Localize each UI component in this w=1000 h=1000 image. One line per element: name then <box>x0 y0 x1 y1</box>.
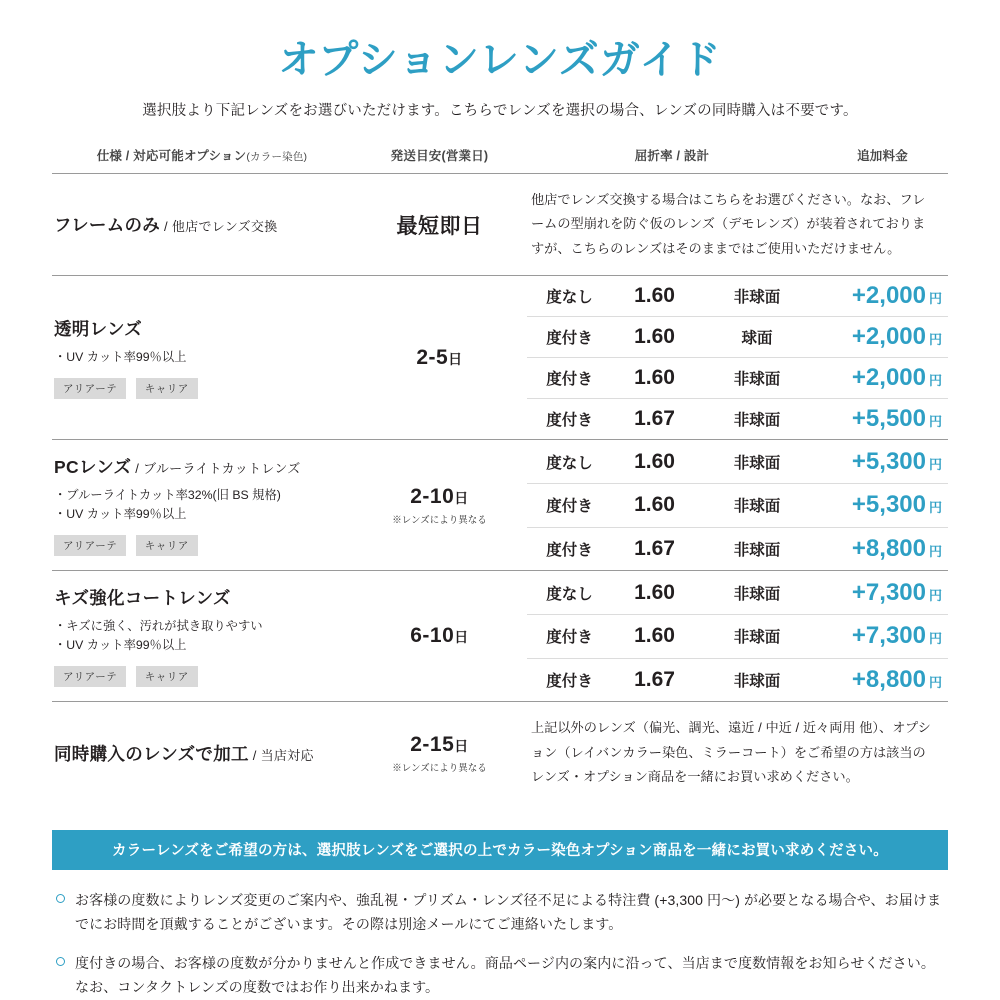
lens-options-table <box>52 140 948 804</box>
tag-badge: キャリア <box>136 666 198 687</box>
column-header-price: 追加料金 <box>857 149 908 163</box>
row-title: 同時購入のレンズで加工 / 当店対応 <box>54 743 314 764</box>
color-lens-banner: カラーレンズをご希望の方は、選択肢レンズをご選択の上でカラー染色オプション商品を一緒にお買い求めください。 <box>52 830 948 870</box>
row-note-cell: 上記以外のレンズ（偏光、調光、遠近 / 中近 / 近々両用 他）、オプション（レイバンカラー染色、ミラーコート）をご希望の方は該当のレンズ・オプション商品を一緒にお買い求めください。 <box>527 702 948 804</box>
row-ship-cell: 2-15日 ※レンズにより異なる <box>352 702 527 804</box>
tag-badge: キャリア <box>136 535 198 556</box>
table-header <box>52 140 948 174</box>
column-header-index: 屈折率 / 設計 <box>634 149 710 163</box>
option-design: 非球面 <box>697 571 817 615</box>
row-title: PCレンズ / ブルーライトカットレンズ <box>54 457 301 478</box>
option-design: 非球面 <box>697 399 817 440</box>
option-design: 非球面 <box>697 440 817 484</box>
table-row <box>52 702 948 804</box>
option-design: 非球面 <box>697 527 817 571</box>
row-tags <box>54 666 348 687</box>
option-design: 非球面 <box>697 658 817 702</box>
circle-bullet-icon <box>56 957 65 966</box>
page-subtitle: 選択肢より下記レンズをお選びいただけます。こちらでレンズを選択の場合、レンズの同時購入は不要です。 <box>142 103 858 119</box>
option-price: +7,300 円 <box>817 615 948 659</box>
option-design: 非球面 <box>697 615 817 659</box>
row-bullets: ・UV カット率99％以上 <box>54 350 187 365</box>
option-degree: 度付き <box>527 399 612 440</box>
row-title: 透明レンズ <box>54 319 143 340</box>
option-degree: 度付き <box>527 483 612 527</box>
option-price: +5,500 円 <box>817 399 948 440</box>
table-row <box>52 571 948 615</box>
tag-badge: キャリア <box>136 378 198 399</box>
option-index: 1.60 <box>612 571 697 615</box>
row-title: キズ強化コートレンズ <box>54 588 231 609</box>
option-index: 1.67 <box>612 399 697 440</box>
row-spec-cell <box>52 440 352 571</box>
page-title: オプションレンズガイド <box>278 38 722 82</box>
table-row <box>52 174 948 276</box>
table-row <box>52 276 948 317</box>
option-index: 1.60 <box>612 440 697 484</box>
option-degree: 度付き <box>527 658 612 702</box>
column-header-spec: 仕様 / 対応可能オプション(カラー染色) <box>96 149 308 163</box>
option-index: 1.60 <box>612 276 697 317</box>
row-ship-note: ※レンズにより異なる <box>392 762 487 774</box>
option-design: 非球面 <box>697 483 817 527</box>
option-index: 1.60 <box>612 317 697 358</box>
row-tags <box>54 378 348 399</box>
row-spec-cell <box>52 571 352 702</box>
footnote-text: お客様の度数によりレンズ変更のご案内や、強乱視・プリズム・レンズ径不足による特注費 (+3,300 円〜) が必要となる場合や、お届けまでにお時間を頂戴することがございます。その際は別途メールにてご連絡いたします。 <box>75 891 942 933</box>
option-design: 球面 <box>697 317 817 358</box>
circle-bullet-icon <box>56 894 65 903</box>
row-spec-cell <box>52 702 352 804</box>
row-ship-cell: 2-5日 <box>352 276 527 440</box>
option-index: 1.60 <box>612 358 697 399</box>
option-price: +8,800 円 <box>817 527 948 571</box>
list-item <box>52 951 948 1000</box>
option-degree: 度付き <box>527 527 612 571</box>
row-ship-note: ※レンズにより異なる <box>392 514 487 526</box>
row-bullets: ・ブルーライトカット率32%(旧 BS 規格) ・UV カット率99％以上 <box>54 488 281 522</box>
row-tags <box>54 535 348 556</box>
row-ship-cell: 最短即日 <box>352 174 527 276</box>
option-degree: 度なし <box>527 440 612 484</box>
option-degree: 度付き <box>527 615 612 659</box>
row-ship-cell: 6-10日 <box>352 571 527 702</box>
option-index: 1.60 <box>612 483 697 527</box>
row-bullets: ・キズに強く、汚れが拭き取りやすい ・UV カット率99％以上 <box>54 619 263 653</box>
option-degree: 度付き <box>527 317 612 358</box>
row-spec-cell <box>52 276 352 440</box>
footnote-text: 度付きの場合、お客様の度数が分かりませんと作成できません。商品ページ内の案内に沿って、当店まで度数情報をお知らせください。なお、コンタクトレンズの度数ではお作り出来かねます。 <box>75 954 935 996</box>
table-row <box>52 440 948 484</box>
row-spec-cell <box>52 174 352 276</box>
row-note-cell: 他店でレンズ交換する場合はこちらをお選びください。なお、フレームの型崩れを防ぐ仮のレンズ（デモレンズ）が装着されておりますが、こちらのレンズはそのままではご使用いただけません。 <box>527 174 948 276</box>
option-price: +2,000 円 <box>817 317 948 358</box>
tag-badge: アリアーテ <box>54 378 126 399</box>
tag-badge: アリアーテ <box>54 535 126 556</box>
option-price: +2,000 円 <box>817 276 948 317</box>
option-price: +2,000 円 <box>817 358 948 399</box>
row-ship-cell: 2-10日 ※レンズにより異なる <box>352 440 527 571</box>
option-degree: 度なし <box>527 571 612 615</box>
option-degree: 度なし <box>527 276 612 317</box>
column-header-spec-note: (カラー染色) <box>246 151 308 163</box>
footnotes <box>52 888 948 1000</box>
option-price: +8,800 円 <box>817 658 948 702</box>
option-price: +5,300 円 <box>817 440 948 484</box>
option-design: 非球面 <box>697 358 817 399</box>
option-price: +7,300 円 <box>817 571 948 615</box>
row-title: フレームのみ / 他店でレンズ交換 <box>54 215 278 236</box>
tag-badge: アリアーテ <box>54 666 126 687</box>
option-index: 1.67 <box>612 658 697 702</box>
option-index: 1.67 <box>612 527 697 571</box>
option-design: 非球面 <box>697 276 817 317</box>
column-header-ship: 発送目安(営業日) <box>390 149 489 163</box>
option-degree: 度付き <box>527 358 612 399</box>
option-index: 1.60 <box>612 615 697 659</box>
list-item <box>52 888 948 937</box>
option-price: +5,300 円 <box>817 483 948 527</box>
